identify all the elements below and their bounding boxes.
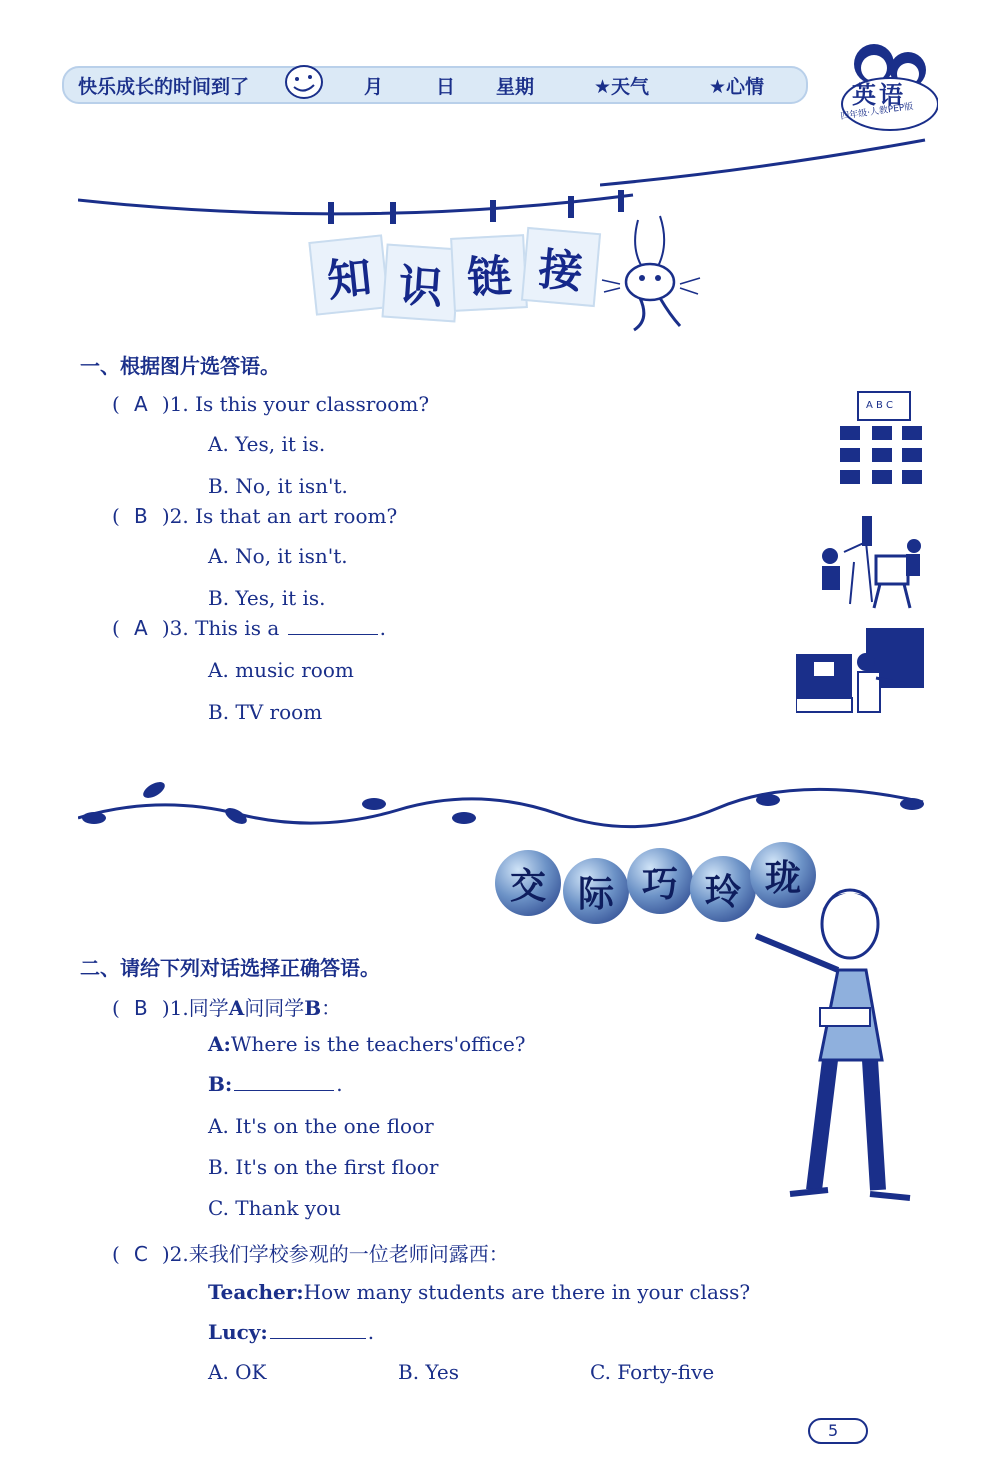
s2q1-context-pre: 同学 [188,996,229,1020]
q2-option-b: B. Yes, it is. [208,586,326,610]
smiley-face-icon [282,62,326,102]
s2q1-option-b: B. It's on the first floor [208,1155,439,1179]
s2q2-context: 来我们学校参观的一位老师问露西： [188,1242,509,1266]
q3-option-b: B. TV room [208,700,323,724]
banner1-char-3: 链 [450,234,528,312]
s2q1-line-b-label: B: [208,1072,233,1096]
q2-number: )2. [161,504,189,528]
s2q1-line-a-text: Where is the teachers'office? [230,1032,526,1056]
s2q2-teacher-label: Teacher: [208,1280,304,1304]
s2q2-option-b: B. Yes [398,1360,459,1384]
section1-title: 一、根据图片选答语。 [80,354,280,378]
header-day: 日 [436,76,456,98]
banner1-char-2: 识 [382,244,461,323]
s2q2-number: )2. [161,1242,189,1266]
section1-q3: ( A )3. This is a . [112,616,386,640]
s2q1-line-a [208,1032,526,1056]
q2-answer: B [133,504,148,528]
s2q2-blank[interactable] [270,1320,366,1339]
s2q1-line-a-label: A: [208,1032,231,1056]
banner1-char-4: 接 [521,227,601,307]
banner2-char-5: 珑 [750,842,816,908]
s2q1-speaker-a: A [228,996,245,1020]
s2q2-teacher-text: How many students are there in your class? [303,1280,751,1304]
q1-answer: A [133,392,148,416]
header-weather: ★天气 [594,76,650,98]
s2q1-speaker-b: B [304,996,322,1020]
swoosh-line [600,130,930,190]
header-mood: ★心情 [709,76,765,98]
music-room-picture [796,628,926,716]
s2q1-line-b-end: . [336,1072,343,1096]
q3-blank[interactable] [288,616,378,635]
q3-answer: A [133,616,148,640]
section2-q2: ( C )2.来我们学校参观的一位老师问露西： [112,1242,509,1266]
page-number: 5 [808,1418,868,1444]
header-month: 月 [364,76,384,98]
s2q2-teacher-line [208,1280,750,1304]
s2q1-line-b [208,1072,343,1096]
q3-text-after: . [379,616,386,640]
subject-title: 英语 [852,81,906,109]
section1-q1: ( A )1. Is this your classroom? [112,392,430,416]
q1-option-b: B. No, it isn't. [208,474,348,498]
q3-number: )3. [161,616,189,640]
q1-option-a: A. Yes, it is. [208,432,326,456]
header-slogan: 快乐成长的时间到了 [78,76,250,98]
banner2-char-2: 际 [563,858,629,924]
s2q1-context-mid: 问同学 [244,996,305,1020]
banner1-char-1: 知 [308,234,389,315]
s2q1-number: )1. [161,996,189,1020]
art-room-picture [814,512,924,612]
rabbit-illustration-icon [600,210,710,335]
q3-option-a: A. music room [208,658,354,682]
q2-option-a: A. No, it isn't. [208,544,348,568]
header-bar [62,66,808,104]
banner2-char-1: 交 [495,850,561,916]
section2-title: 二、请给下列对话选择正确答语。 [80,956,380,980]
section1-q2: ( B )2. Is that an art room? [112,504,398,528]
s2q2-lucy-end: . [367,1320,375,1344]
q1-number: )1. [161,392,189,416]
s2q2-option-c: C. Forty-five [590,1360,715,1384]
header-weekday: 星期 [496,76,535,98]
s2q2-lucy-line [208,1320,374,1344]
banner2-char-3: 巧 [627,848,693,914]
s2q1-option-a: A. It's on the one floor [208,1114,434,1138]
s2q2-option-a: A. OK [208,1360,267,1384]
s2q2-lucy-label: Lucy: [208,1320,268,1344]
s2q1-option-c: C. Thank you [208,1196,342,1220]
s2q1-context-post: ： [321,996,342,1020]
banner2-char-4: 玲 [690,856,756,922]
s2q1-answer: B [133,996,148,1020]
q2-text: Is that an art room? [195,504,398,528]
q1-text: Is this your classroom? [195,392,430,416]
s2q1-blank[interactable] [234,1072,334,1091]
q3-text-before: This is a [195,616,280,640]
vine-decoration [78,774,926,834]
section2-q1: ( B )1.同学A问同学B： [112,996,342,1020]
teacher-illustration-icon [750,880,930,1210]
subject-grade: 四年级·人教PEP版 [839,101,914,123]
s2q2-answer: C [133,1242,148,1266]
classroom-board-text: A B C [866,400,894,411]
